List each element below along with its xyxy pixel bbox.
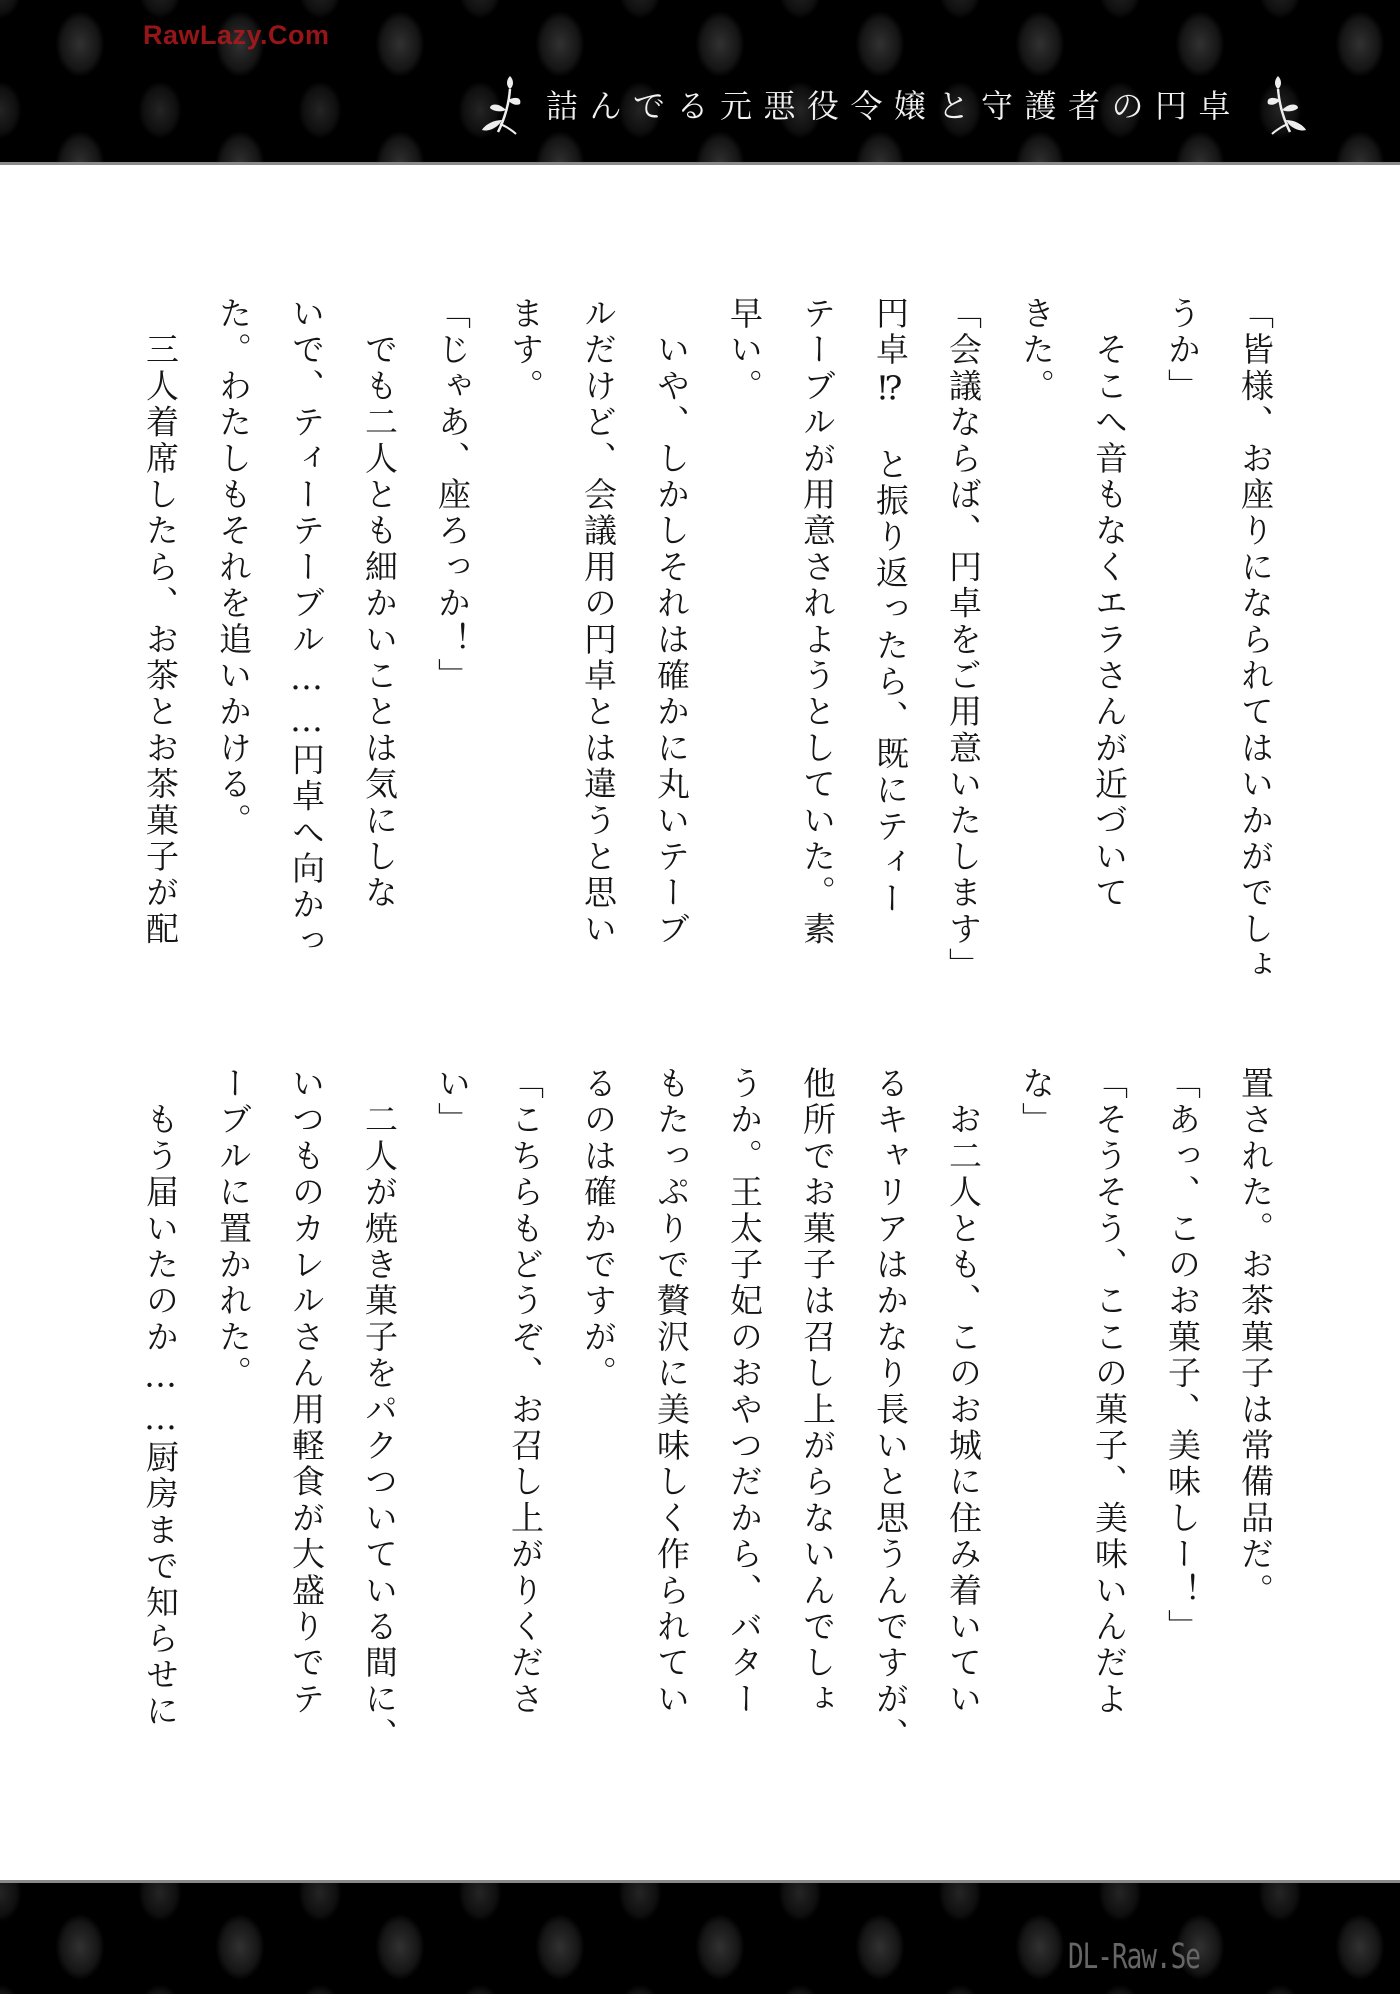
- text-column: 「あっ、このお菓子、美味しー！」: [1163, 1066, 1202, 1646]
- watermark-dlraw: DL-Raw.Se: [1068, 1937, 1200, 1978]
- text-column: ーブルに置かれた。: [214, 1066, 253, 1392]
- watermark-rawlazy: RawLazy.Com: [143, 20, 330, 50]
- text-column: お二人とも、このお城に住み着いてい: [944, 1066, 983, 1718]
- text-column: そこへ音もなくエラさんが近づいて: [1090, 296, 1129, 912]
- tulip-ornament-right-icon: [1256, 72, 1312, 136]
- text-column: いで、ティーテーブル……円卓へ向かっ: [287, 296, 326, 960]
- text-column: いつものカレルさん用軽食が大盛りでテ: [287, 1066, 326, 1718]
- tulip-ornament-left-icon: [476, 72, 532, 136]
- book-title: 詰んでる元悪役令嬢と守護者の円卓: [546, 87, 1243, 125]
- text-column: もう届いたのか……厨房まで知らせに: [141, 1066, 180, 1730]
- text-column: 円卓⁉ と振り返ったら、既にティー: [871, 296, 910, 918]
- text-column: 「こちらもどうぞ、お召し上がりくださ: [506, 1066, 545, 1718]
- text-column: ます。: [506, 296, 545, 405]
- text-column: でも二人とも細かいことは気にしな: [360, 296, 399, 912]
- text-column: た。わたしもそれを追いかける。: [214, 296, 253, 839]
- text-column: 早い。: [725, 296, 764, 405]
- text-column: ルだけど、会議用の円卓とは違うと思い: [579, 296, 618, 948]
- text-column: 「会議ならば、円卓をご用意いたします」: [944, 296, 983, 984]
- text-column: うか。王太子妃のおやつだから、バター: [725, 1066, 764, 1718]
- text-column: 「皆様、お座りになられてはいかがでしょ: [1236, 296, 1275, 984]
- text-column: 三人着席したら、お茶とお茶菓子が配: [141, 296, 180, 948]
- text-column: るキャリアはかなり長いと思うんですが、: [871, 1066, 910, 1754]
- text-column: テーブルが用意されようとしていた。素: [798, 296, 837, 948]
- text-column: 「そうそう、ここの菓子、美味いんだよ: [1090, 1066, 1129, 1718]
- footer-banner: [0, 1880, 1400, 1994]
- title-area: [476, 72, 1312, 136]
- text-column: るのは確かですが。: [579, 1066, 618, 1392]
- text-column: 「じゃあ、座ろっか！」: [433, 296, 472, 695]
- text-column: いや、しかしそれは確かに丸いテーブ: [652, 296, 691, 948]
- text-column: きた。: [1017, 296, 1056, 405]
- text-column: もたっぷりで贅沢に美味しく作られてい: [652, 1066, 691, 1718]
- text-column: 他所でお菓子は召し上がらないんでしょ: [798, 1066, 837, 1718]
- text-column: い」: [433, 1066, 472, 1139]
- text-column: 二人が焼き菓子をパクついている間に、: [360, 1066, 399, 1754]
- header-banner: [0, 0, 1400, 165]
- text-column: な」: [1017, 1066, 1056, 1139]
- text-column: うか」: [1163, 296, 1202, 405]
- text-column: 置された。お茶菓子は常備品だ。: [1236, 1066, 1275, 1609]
